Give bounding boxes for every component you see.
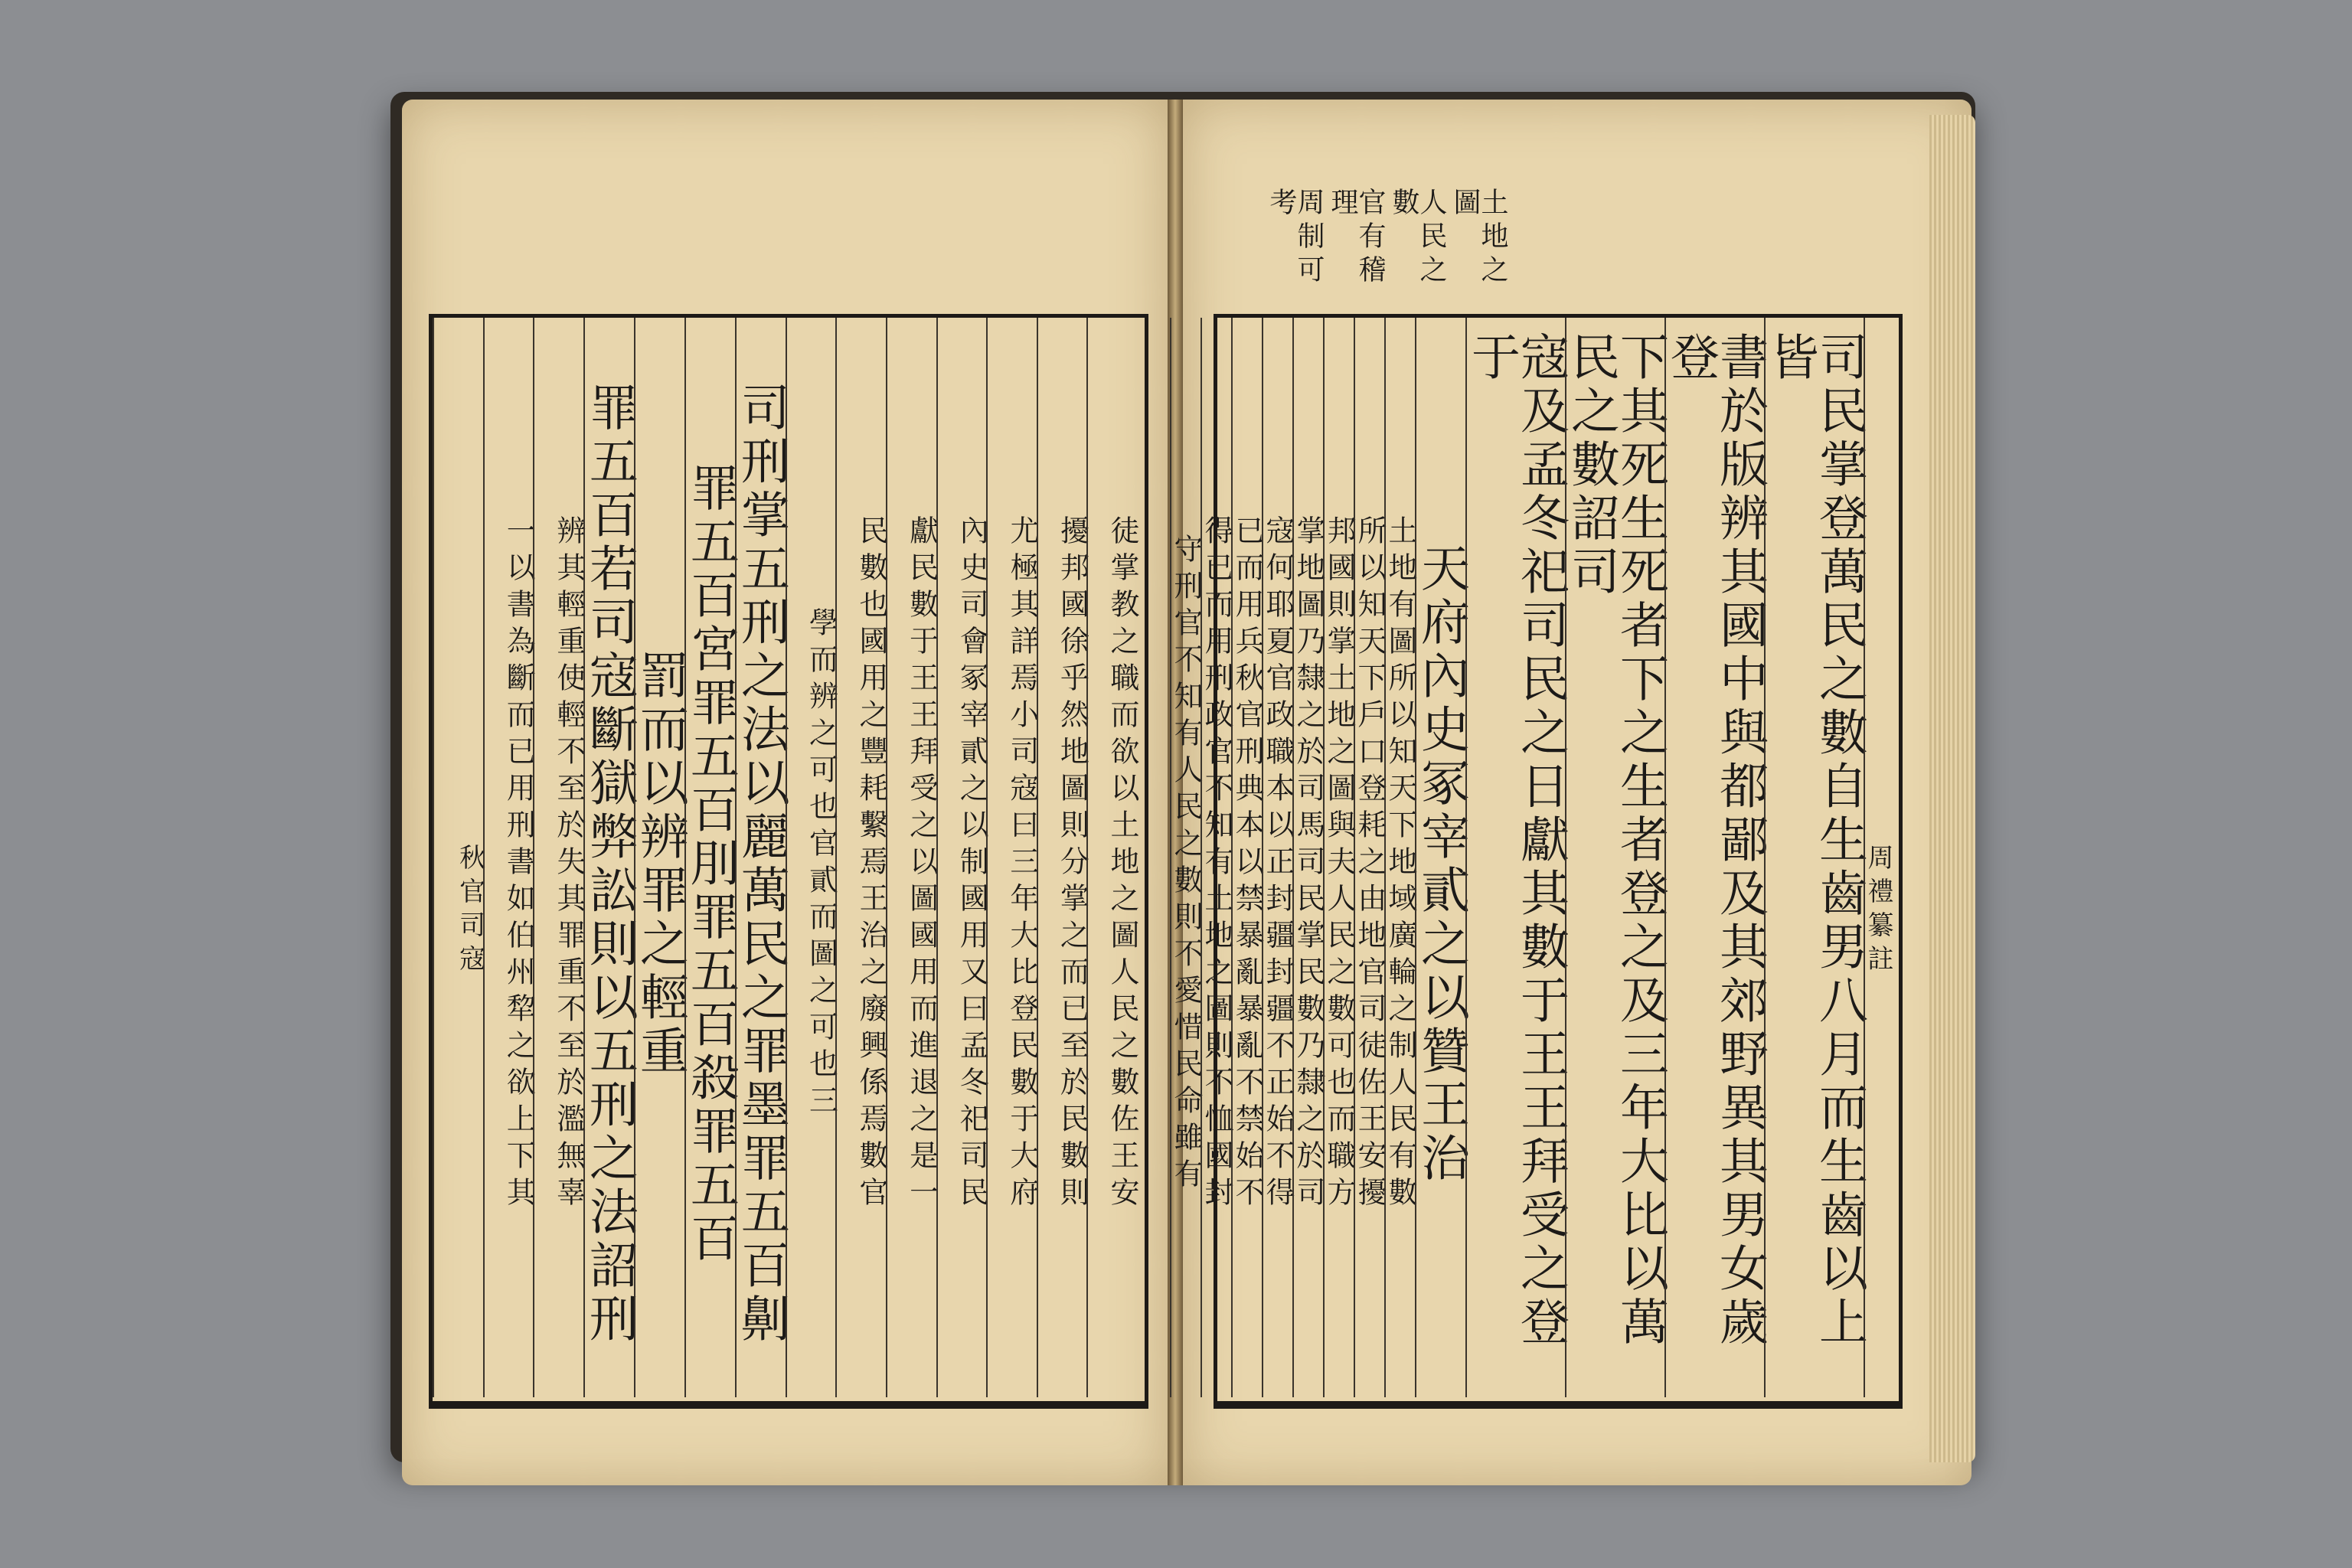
text-column: 寇及孟冬祀司民之日獻其數于王王拜受之登于	[1465, 318, 1565, 1397]
text-column: 罪五百若司寇斷獄弊訟則以五刑之法詔刑	[583, 318, 634, 1397]
text-column: 司民掌登萬民之數自生齒男八月而生齒以上皆	[1764, 318, 1864, 1397]
right-head-notes	[1267, 188, 1506, 314]
page-edges	[1929, 115, 1975, 1462]
head-note: 官有稽理	[1327, 188, 1386, 289]
commentary-column: 徒掌教之職而欲以土地之圖人民之數佐王安	[1086, 318, 1137, 1397]
margin-title: 秋官司寇	[433, 318, 483, 1397]
text-column: 司刑掌五刑之法以麗萬民之罪墨罪五百劓	[735, 318, 786, 1397]
commentary-column: 守刑官不知有人民之數則不愛惜民命雖有	[1170, 318, 1200, 1397]
margin-title: 周禮纂註	[1864, 318, 1891, 1397]
text-column: 天府內史冢宰貳之以贊王治	[1415, 318, 1465, 1397]
commentary-column: 所以知天下戶口登耗之由地官司徒佐王安擾	[1354, 318, 1384, 1397]
right-page-columns	[1169, 318, 1893, 1397]
head-note: 土地之圖	[1449, 188, 1508, 289]
left-page-columns	[433, 318, 1137, 1397]
commentary-column: 掌地圖乃隸之於司馬司民掌民數乃隸之於司	[1292, 318, 1323, 1397]
commentary-column: 已而用兵秋官刑典本以禁暴亂暴亂不禁始不	[1231, 318, 1262, 1397]
commentary-column: 辨其輕重使輕不至於失其罪重不至於濫無辜	[533, 318, 583, 1397]
text-column: 罰而以辨罪之輕重	[634, 318, 684, 1397]
commentary-column: 學而辨之可也官貳而圖之可也三	[786, 318, 836, 1397]
commentary-column: 一以書為斷而已用刑書如伯州犂之欲上下其	[483, 318, 534, 1397]
commentary-column: 寇何耶夏官政職本以正封疆封疆不正始不得	[1262, 318, 1292, 1397]
text-column: 書於版辨其國中與都鄙及其郊野異其男女歲登	[1664, 318, 1764, 1397]
head-note: 人民之數	[1388, 188, 1447, 289]
text-column: 罪五百宮罪五百刖罪五百殺罪五百	[684, 318, 735, 1397]
commentary-column: 獻民數于王王拜受之以圖國用而進退之是一	[886, 318, 936, 1397]
text-column: 下其死生死者下之生者登之及三年大比以萬民之數詔司	[1565, 318, 1664, 1397]
commentary-column: 內史司會冢宰貳之以制國用又曰孟冬祀司民	[936, 318, 987, 1397]
commentary-column: 土地有圖所以知天下地域廣輪之制人民有數	[1384, 318, 1415, 1397]
bottom-rule	[1214, 1401, 1903, 1405]
commentary-column: 民數也國用之豐耗繫焉王治之廢興係焉數官	[835, 318, 886, 1397]
bottom-rule	[429, 1401, 1148, 1405]
commentary-column: 尤極其詳焉小司寇曰三年大比登民數于大府	[986, 318, 1037, 1397]
commentary-column: 得已而用刑政官不知有土地之圖則不恤國封	[1200, 318, 1231, 1397]
commentary-column: 邦國則掌土地之圖與夫人民之數可也而職方	[1323, 318, 1354, 1397]
head-note: 周制可考	[1266, 188, 1325, 289]
commentary-column: 擾邦國徐乎然地圖則分掌之而已至於民數則	[1037, 318, 1087, 1397]
